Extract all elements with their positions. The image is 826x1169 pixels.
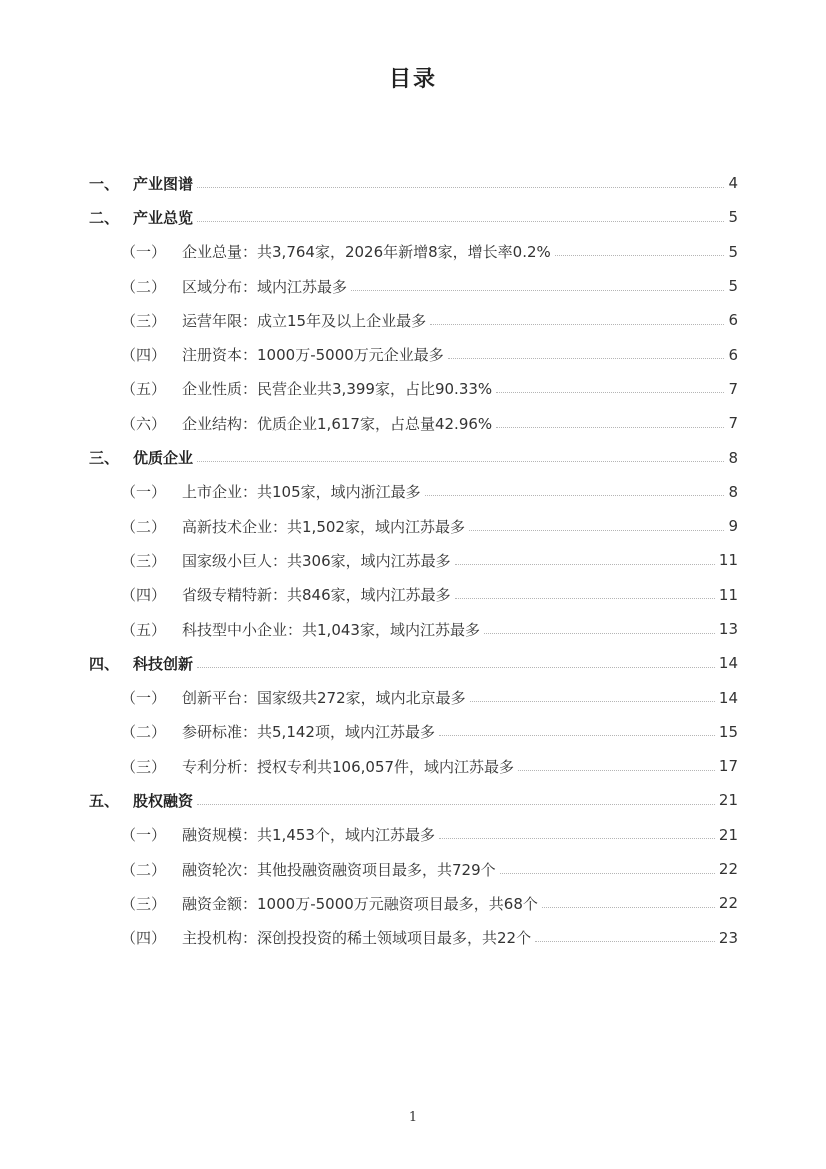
toc-entry-title: 科技型中小企业：共1,043家，域内江苏最多: [182, 620, 480, 639]
toc-entry-number: （四）: [121, 929, 167, 948]
toc-entry-number: （五）: [121, 380, 167, 399]
dot-leader: [197, 667, 715, 668]
dot-leader: [430, 324, 724, 325]
toc-chapter-entry[interactable]: [89, 200, 738, 234]
toc-section-entry[interactable]: [89, 886, 738, 920]
toc-entry-title: 上市企业：共105家，域内浙江最多: [182, 483, 421, 502]
toc-entry-number: 五、: [89, 791, 120, 810]
toc-section-entry[interactable]: [89, 269, 738, 303]
toc-entry-page: 4: [728, 174, 738, 193]
toc-entry-title: 产业图谱: [133, 174, 194, 193]
toc-entry-number: （二）: [121, 860, 167, 879]
toc-chapter-entry[interactable]: [89, 783, 738, 817]
toc-entry-title: 企业结构：优质企业1,617家，占总量42.96%: [182, 414, 493, 433]
toc-entry-title: 注册资本：1000万-5000万元企业最多: [182, 346, 444, 365]
toc-section-entry[interactable]: [89, 921, 738, 955]
toc-section-entry[interactable]: [89, 475, 738, 509]
dot-leader: [484, 633, 715, 634]
toc-entry-title: 运营年限：成立15年及以上企业最多: [182, 311, 427, 330]
dot-leader: [470, 701, 715, 702]
toc-entry-title: 企业总量：共3,764家，2026年新增8家，增长率0.2%: [182, 243, 551, 262]
toc-entry-page: 5: [728, 242, 738, 261]
toc-entry-page: 22: [718, 860, 738, 879]
toc-entry-title: 融资金额：1000万-5000万元融资项目最多，共68个: [182, 894, 538, 913]
toc-section-entry[interactable]: [89, 235, 738, 269]
toc-chapter-entry[interactable]: [89, 646, 738, 680]
toc-entry-page: 11: [718, 551, 738, 570]
dot-leader: [555, 255, 725, 256]
toc-entry-number: 二、: [89, 208, 120, 227]
toc-entry-number: 三、: [89, 449, 120, 468]
toc-entry-page: 14: [718, 654, 738, 673]
toc-entry-page: 5: [728, 277, 738, 296]
dot-leader: [518, 770, 715, 771]
dot-leader: [496, 392, 724, 393]
toc-entry-title: 区域分布：域内江苏最多: [182, 277, 348, 296]
toc-section-entry[interactable]: [89, 818, 738, 852]
toc-section-entry[interactable]: [89, 715, 738, 749]
toc-entry-number: （六）: [121, 414, 167, 433]
toc-entry-page: 5: [728, 208, 738, 227]
toc-entry-number: （三）: [121, 311, 167, 330]
toc-section-entry[interactable]: [89, 406, 738, 440]
dot-leader: [351, 290, 724, 291]
toc-section-entry[interactable]: [89, 578, 738, 612]
toc-section-entry[interactable]: [89, 543, 738, 577]
dot-leader: [455, 564, 715, 565]
page-number: 1: [408, 1110, 418, 1125]
toc-section-entry[interactable]: [89, 303, 738, 337]
toc-entry-page: 21: [718, 791, 738, 810]
toc-chapter-entry[interactable]: [89, 440, 738, 474]
toc-entry-number: （四）: [121, 346, 167, 365]
toc-entry-number: （二）: [121, 723, 167, 742]
page-title: 目录: [388, 67, 437, 92]
toc-section-entry[interactable]: [89, 680, 738, 714]
toc-section-entry[interactable]: [89, 749, 738, 783]
toc-entry-number: （一）: [121, 243, 167, 262]
toc-entry-title: 省级专精特新：共846家，域内江苏最多: [182, 586, 451, 605]
dot-leader: [500, 873, 715, 874]
toc-entry-title: 产业总览: [133, 208, 194, 227]
dot-leader: [542, 907, 715, 908]
toc-entry-number: （一）: [121, 483, 167, 502]
toc-entry-page: 23: [718, 928, 738, 947]
toc-entry-page: 21: [718, 825, 738, 844]
toc-entry-title: 融资规模：共1,453个，域内江苏最多: [182, 826, 435, 845]
dot-leader: [197, 221, 724, 222]
toc-entry-title: 优质企业: [133, 449, 194, 468]
toc-entry-number: （二）: [121, 517, 167, 536]
dot-leader: [197, 461, 724, 462]
toc-entry-title: 企业性质：民营企业共3,399家，占比90.33%: [182, 380, 493, 399]
toc-entry-title: 专利分析：授权专利共106,057件，域内江苏最多: [182, 757, 515, 776]
toc-entry-page: 8: [728, 482, 738, 501]
toc-entry-number: （五）: [121, 620, 167, 639]
dot-leader: [439, 735, 715, 736]
toc-entry-number: （四）: [121, 586, 167, 605]
toc-entry-page: 8: [728, 448, 738, 467]
toc-entry-title: 股权融资: [133, 791, 194, 810]
dot-leader: [197, 187, 724, 188]
dot-leader: [425, 495, 725, 496]
toc-entry-number: （三）: [121, 551, 167, 570]
dot-leader: [197, 804, 715, 805]
toc-entry-page: 14: [718, 688, 738, 707]
toc-entry-number: 四、: [89, 654, 120, 673]
toc-entry-page: 6: [728, 345, 738, 364]
toc-entry-page: 7: [728, 379, 738, 398]
toc-entry-number: 一、: [89, 174, 120, 193]
toc-chapter-entry[interactable]: [89, 166, 738, 200]
dot-leader: [455, 598, 715, 599]
toc-entry-page: 15: [718, 722, 738, 741]
toc-entry-title: 国家级小巨人：共306家，域内江苏最多: [182, 551, 451, 570]
toc-section-entry[interactable]: [89, 372, 738, 406]
toc-section-entry[interactable]: [89, 337, 738, 371]
toc-entry-title: 融资轮次：其他投融资融资项目最多，共729个: [182, 860, 496, 879]
toc-entry-number: （三）: [121, 757, 167, 776]
toc-entry-title: 高新技术企业：共1,502家，域内江苏最多: [182, 517, 465, 536]
toc-entry-number: （二）: [121, 277, 167, 296]
toc-entry-page: 13: [718, 620, 738, 638]
toc-entry-number: （一）: [121, 826, 167, 845]
dot-leader: [448, 358, 725, 359]
toc-entry-title: 创新平台：国家级共272家，域内北京最多: [182, 689, 466, 708]
table-of-contents: [89, 166, 738, 955]
toc-entry-page: 7: [728, 414, 738, 433]
dot-leader: [439, 838, 715, 839]
toc-entry-page: 17: [718, 757, 738, 776]
toc-entry-page: 9: [728, 517, 738, 536]
toc-entry-page: 6: [728, 311, 738, 330]
toc-section-entry[interactable]: [89, 509, 738, 543]
toc-entry-page: 22: [718, 894, 738, 913]
toc-entry-number: （三）: [121, 894, 167, 913]
toc-entry-page: 11: [718, 585, 738, 604]
dot-leader: [535, 941, 715, 942]
dot-leader: [469, 530, 724, 531]
toc-entry-title: 主投机构：深创投投资的稀土领域项目最多，共22个: [182, 929, 532, 948]
dot-leader: [496, 427, 724, 428]
toc-section-entry[interactable]: [89, 852, 738, 886]
toc-entry-title: 参研标准：共5,142项，域内江苏最多: [182, 723, 435, 742]
toc-section-entry[interactable]: [89, 612, 738, 646]
toc-entry-number: （一）: [121, 689, 167, 708]
toc-entry-title: 科技创新: [133, 654, 194, 673]
